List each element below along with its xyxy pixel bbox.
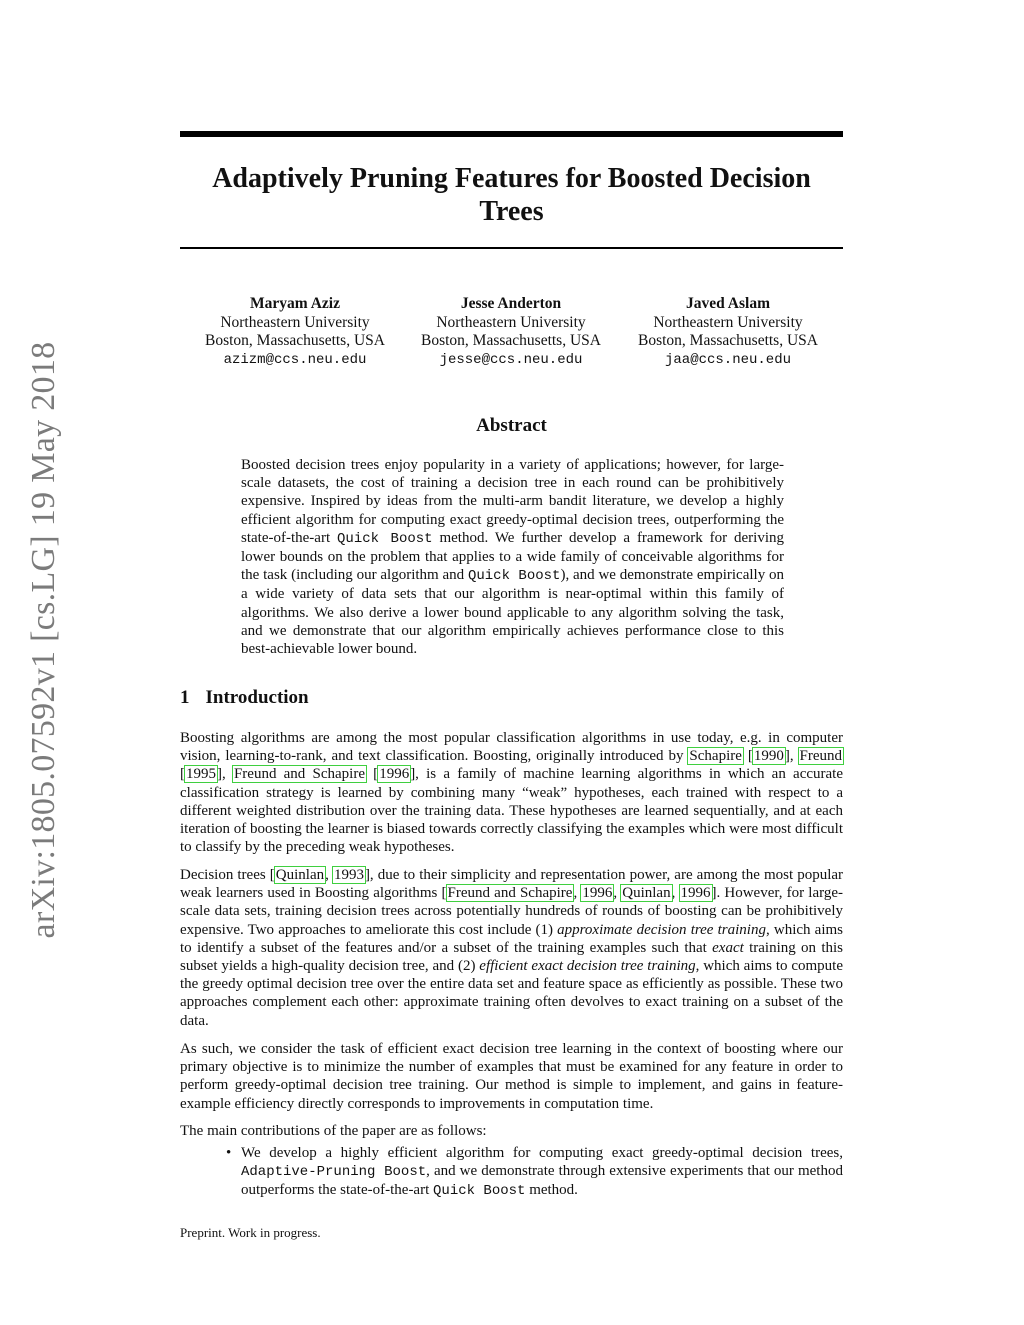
paragraph-text: ], due to their simplicity and representation power, are among the most popular weak learners used in Boosting algorithms [ xyxy=(180,867,844,902)
code-quick-boost: Quick Boost xyxy=(337,530,433,547)
author-affiliation: Northeastern University xyxy=(436,313,586,331)
paragraph-text: ]. However, for large-scale data sets, training decision trees across potentially hundreds of rounds of boosting can be prohibitively expensive. Two approaches to ameliorate this cost include (1) xyxy=(180,885,844,938)
emphasis-text: approximate decision tree training xyxy=(557,921,766,938)
paragraph-text: [ xyxy=(742,748,753,765)
citation-link[interactable]: Quinlan xyxy=(275,867,325,883)
emphasis-text: exact xyxy=(712,939,744,956)
author-name: Maryam Aziz xyxy=(250,295,340,312)
citation-link[interactable]: Schapire xyxy=(689,748,742,765)
author-name: Javed Aslam xyxy=(686,295,770,312)
author-card xyxy=(180,295,410,369)
title-bottom-rule xyxy=(180,247,843,249)
emphasis-text: efficient exact decision tree training xyxy=(479,958,696,975)
paragraph-text: Decision trees [ xyxy=(180,867,275,883)
paragraph-text: ], xyxy=(784,748,799,765)
citation-link[interactable]: 1996 xyxy=(379,766,410,783)
abstract-text: method. We further develop a framework for deriving lower bounds on the problem that applies to a wide family of conceivable algorithms for the task (including our algorithm and xyxy=(241,529,784,584)
abstract-body xyxy=(241,456,784,658)
section-number: 1 xyxy=(180,687,190,708)
list-item-text: We develop a highly efficient algorithm for computing exact greedy-optimal decision trees, xyxy=(241,1145,843,1161)
intro-paragraph-3: As such, we consider the task of efficient exact decision tree learning in the context of boosting where our primary objective is to minimize the number of examples that must be examined for any feature in order to perform greedy-optimal decision tree training. Our method is simple to implement, and gains in feature-example efficiency directly corresponds to improvements in computation time. xyxy=(180,1041,843,1112)
paragraph-text: training on this subset yields a high-quality decision tree, and (2) xyxy=(180,939,844,975)
paragraph-text: , xyxy=(325,867,333,883)
author-card xyxy=(396,295,626,369)
author-affiliation: Northeastern University xyxy=(653,313,803,331)
author-email: jesse@ccs.neu.edu xyxy=(439,351,583,368)
citation-link[interactable]: 1996 xyxy=(582,885,613,902)
citation-link[interactable]: 1996 xyxy=(680,885,711,902)
arxiv-identifier-stamp: arXiv:1805.07592v1 [cs.LG] 19 May 2018 xyxy=(25,341,62,939)
list-item-text: method. xyxy=(525,1182,578,1199)
paragraph-text: [ xyxy=(180,766,185,783)
intro-paragraph-4: The main contributions of the paper are as follows: xyxy=(180,1123,487,1139)
code-quick-boost: Quick Boost xyxy=(433,1183,526,1200)
citation-link[interactable]: 1993 xyxy=(333,867,364,883)
author-location: Boston, Massachusetts, USA xyxy=(205,332,385,349)
author-location: Boston, Massachusetts, USA xyxy=(421,332,601,349)
bullet-marker: • xyxy=(226,1145,232,1161)
author-card xyxy=(613,295,843,369)
citation-link[interactable]: Freund and Schapire xyxy=(447,885,573,902)
paragraph-text: , xyxy=(671,885,680,902)
section-heading-introduction xyxy=(180,687,309,709)
author-location: Boston, Massachusetts, USA xyxy=(638,332,818,349)
citation-link[interactable]: 1990 xyxy=(753,748,784,765)
paragraph-text: , xyxy=(613,885,622,902)
abstract-heading: Abstract xyxy=(476,415,547,436)
citation-link[interactable]: Freund xyxy=(799,748,843,765)
abstract-text: ), and we demonstrate empirically on a wide variety of data sets that our algorithm is near-optimal within this family of algorithms. We also derive a lower bound applicable to any algorithm solving the task, and we demonstrate that our algorithm empirically achieves performance close to this best-achievable lower bound. xyxy=(241,567,784,658)
preprint-footer-note: Preprint. Work in progress. xyxy=(180,1225,321,1240)
paragraph-text: Boosting algorithms are among the most popular classification algorithms in use today, e.g. in computer vision, learning-to-rank, and text classification. Boosting, originally introduced by xyxy=(180,730,843,765)
paragraph-text: , which aims to compute the greedy optimal decision tree over the entire data set and feature space as efficiently as possible. These two approaches complement each other: approximate training often devolves to exact training on a subset of the data. xyxy=(180,958,843,1029)
citation-link[interactable]: 1995 xyxy=(186,766,216,783)
code-adaptive-pruning-boost: Adaptive-Pruning Boost xyxy=(241,1164,427,1181)
paragraph-text: ], xyxy=(217,766,233,783)
author-email: jaa@ccs.neu.edu xyxy=(664,351,792,368)
paper-title: Adaptively Pruning Features for Boosted Decision Trees xyxy=(212,163,811,227)
paragraph-text: , which aims to identify a subset of the features and/or a subset of the training examples such that xyxy=(180,921,844,956)
intro-paragraph-1 xyxy=(180,729,843,856)
author-block xyxy=(180,295,843,375)
code-quick-boost: Quick Boost xyxy=(467,568,561,585)
abstract-text: Boosted decision trees enjoy popularity in a variety of applications; however, for large-scale datasets, the cost of training a decision tree in each round can be prohibitively expensive. Inspired by ideas from the multi-arm bandit literature, we develop a highly efficient algorithm for computing exact greedy-optimal decision trees, outperforming the state-of-the-art xyxy=(241,457,784,546)
author-name: Jesse Anderton xyxy=(460,295,562,312)
author-email: azizm@ccs.neu.edu xyxy=(223,351,367,368)
citation-link[interactable]: Quinlan xyxy=(622,885,671,902)
author-affiliation: Northeastern University xyxy=(220,313,370,331)
contribution-list-item xyxy=(241,1144,843,1201)
intro-paragraph-2 xyxy=(180,866,843,1030)
citation-link[interactable]: Freund and Schapire xyxy=(233,766,365,783)
paragraph-text: [ xyxy=(365,766,379,783)
section-title: Introduction xyxy=(205,687,309,708)
list-item-text: , and we demonstrate through extensive experiments that our method outperforms the state-of-the-art xyxy=(241,1163,843,1199)
title-top-rule xyxy=(180,131,843,137)
paragraph-text: ], is a family of machine learning algorithms in which an accurate classification strategy is learned by combining many “weak” hypotheses, each trained with respect to a different weighted distribution over the training data. These hypotheses are learned sequentially, and at each iteration of boosting the learner is biased towards correctly classifying the examples which were most difficult to classify by the preceding weak hypotheses. xyxy=(180,766,843,856)
paragraph-text: , xyxy=(573,885,582,902)
